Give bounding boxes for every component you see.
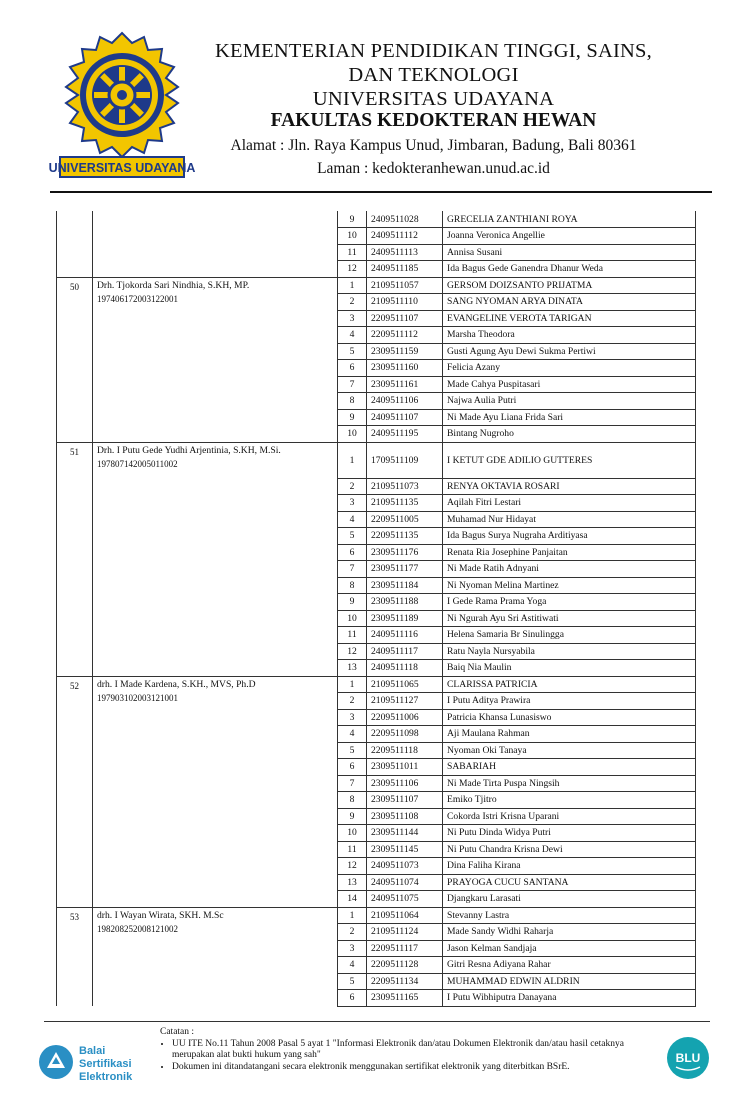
lecturer-name: Drh. I Putu Gede Yudhi Arjentinia, S.KH, M.Si. [97,444,281,456]
student-nim: 2209511117 [367,940,443,957]
student-name: Ni Ngurah Ayu Sri Astitiwati [443,610,696,627]
student-name: RENYA OKTAVIA ROSARI [443,478,696,495]
website: Laman : kedokteranhewan.unud.ac.id [317,160,550,177]
student-number: 9 [338,808,367,825]
student-name: GERSOM DOIZSANTO PRIJATMA [443,277,696,294]
student-name: EVANGELINE VEROTA TARIGAN [443,310,696,327]
group-number: 50 [57,277,93,442]
student-number: 3 [338,310,367,327]
student-nim: 2309511160 [367,360,443,377]
student-nim: 2309511188 [367,594,443,611]
student-name: Bintang Nugroho [443,426,696,443]
student-nim: 2409511195 [367,426,443,443]
student-name: PRAYOGA CUCU SANTANA [443,874,696,891]
table-row [57,676,696,693]
student-nim: 2109511073 [367,478,443,495]
student-nim: 2409511185 [367,261,443,278]
student-nim: 2309511165 [367,990,443,1007]
student-name: Patricia Khansa Lunasiswo [443,709,696,726]
spacer-cell [303,676,338,907]
student-nim: 2409511117 [367,643,443,660]
student-number: 9 [338,594,367,611]
student-number: 1 [338,907,367,924]
student-name: I Gede Rama Prama Yoga [443,594,696,611]
university-name: UNIVERSITAS UDAYANA [312,88,555,110]
student-number: 2 [338,294,367,311]
student-name: Aji Maulana Rahman [443,726,696,743]
student-number: 10 [338,610,367,627]
lecturer-cell [93,907,303,1006]
student-nim: 2409511107 [367,409,443,426]
student-name: Dina Faliha Kirana [443,858,696,875]
student-number: 12 [338,643,367,660]
student-number: 13 [338,660,367,677]
student-name: Muhamad Nur Hidayat [443,511,696,528]
student-name: Renata Ria Josephine Panjaitan [443,544,696,561]
table-row [57,907,696,924]
student-name: I KETUT GDE ADILIO GUTTERES [443,442,696,478]
group-number: 52 [57,676,93,907]
student-name: Gusti Agung Ayu Dewi Sukma Pertiwi [443,343,696,360]
student-number: 1 [338,277,367,294]
student-nim: 2209511006 [367,709,443,726]
student-nim: 2309511145 [367,841,443,858]
group-number: 51 [57,442,93,676]
student-number: 10 [338,426,367,443]
student-nim: 2409511112 [367,228,443,245]
student-name: Ida Bagus Surya Nugraha Arditiyasa [443,528,696,545]
student-nim: 2309511107 [367,792,443,809]
student-name: Jason Kelman Sandjaja [443,940,696,957]
student-number: 14 [338,891,367,908]
table-row [57,277,696,294]
student-nim: 2309511159 [367,343,443,360]
student-name: Made Sandy Widhi Raharja [443,924,696,941]
spacer-cell [303,277,338,442]
student-nim: 2309511106 [367,775,443,792]
student-number: 12 [338,858,367,875]
student-number: 4 [338,957,367,974]
universitas-udayana-logo [48,33,196,181]
student-nim: 2209511112 [367,327,443,344]
student-name: Felicia Azany [443,360,696,377]
student-number: 9 [338,409,367,426]
student-number: 8 [338,393,367,410]
student-number: 11 [338,244,367,261]
student-number: 7 [338,775,367,792]
student-name: Nyoman Oki Tanaya [443,742,696,759]
student-name: SANG NYOMAN ARYA DINATA [443,294,696,311]
student-number: 5 [338,528,367,545]
student-name: GRECELIA ZANTHIANI ROYA [443,211,696,228]
student-nim: 2409511075 [367,891,443,908]
student-name: Helena Samaria Br Sinulingga [443,627,696,644]
student-number: 5 [338,343,367,360]
catatan-label: Catatan : [160,1027,195,1037]
student-nim: 2109511110 [367,294,443,311]
student-nim: 2409511073 [367,858,443,875]
student-nim: 2109511064 [367,907,443,924]
student-nim: 2309511184 [367,577,443,594]
student-number: 11 [338,627,367,644]
student-number: 6 [338,544,367,561]
lecturer-name: drh. I Made Kardena, S.KH., MVS, Ph.D [97,678,256,690]
student-nim: 2209511118 [367,742,443,759]
student-number: 7 [338,561,367,578]
student-name: Gitri Resna Adiyana Rahar [443,957,696,974]
student-name: Ida Bagus Gede Ganendra Dhanur Weda [443,261,696,278]
student-name: Baiq Nia Maulin [443,660,696,677]
spacer-cell [303,907,338,1006]
student-number: 11 [338,841,367,858]
ministry-line1: KEMENTERIAN PENDIDIKAN TINGGI, SAINS, [215,40,652,62]
student-name: I Putu Wibhiputra Danayana [443,990,696,1007]
student-number: 1 [338,442,367,478]
logo-text: UNIVERSITAS UDAYANA [48,161,196,175]
student-name: Ratu Nayla Nursyabila [443,643,696,660]
header-divider [50,191,712,193]
student-nim: 2409511118 [367,660,443,677]
bsre-line1: Balai [79,1045,106,1057]
student-number: 7 [338,376,367,393]
group-number: 53 [57,907,93,1006]
lecturer-nip: 197406172003122001 [97,293,178,304]
student-nim: 2309511161 [367,376,443,393]
student-nim: 2209511135 [367,528,443,545]
student-number: 3 [338,940,367,957]
student-number: 2 [338,478,367,495]
student-number: 5 [338,742,367,759]
lecturer-cell [93,211,303,277]
ministry-line2: DAN TEKNOLOGI [348,64,519,86]
bsre-logo [36,1040,156,1086]
student-nim: 2309511144 [367,825,443,842]
student-number: 4 [338,327,367,344]
student-number: 4 [338,726,367,743]
table-row [57,211,696,228]
student-nim: 2309511189 [367,610,443,627]
student-number: 4 [338,511,367,528]
student-name: Ni Made Tirta Puspa Ningsih [443,775,696,792]
student-name: Aqilah Fitri Lestari [443,495,696,512]
student-number: 1 [338,676,367,693]
lecturer-nip: 198208252008121002 [97,923,178,934]
supervisor-student-table [56,211,696,1007]
student-nim: 2309511177 [367,561,443,578]
bsre-line3: Elektronik [79,1071,133,1083]
student-name: Made Cahya Puspitasari [443,376,696,393]
footer-notes [160,1027,660,1073]
student-nim: 2209511128 [367,957,443,974]
student-number: 2 [338,693,367,710]
lecturer-nip: 197807142005011002 [97,458,178,469]
student-number: 9 [338,211,367,228]
student-name: Najwa Aulia Putri [443,393,696,410]
lecturer-cell [93,277,303,442]
student-name: Joanna Veronica Angellie [443,228,696,245]
student-number: 8 [338,577,367,594]
footer-note-bsre: • Dokumen ini ditandatangani secara elektronik menggunakan sertifikat elektronik yang diterbitkan BSrE. [172,1062,660,1074]
bsre-line2: Sertifikasi [79,1058,132,1070]
student-nim: 2409511106 [367,393,443,410]
student-nim: 2209511005 [367,511,443,528]
group-number [57,211,93,277]
student-nim: 2109511124 [367,924,443,941]
student-name: MUHAMMAD EDWIN ALDRIN [443,973,696,990]
student-nim: 2209511134 [367,973,443,990]
student-nim: 2409511074 [367,874,443,891]
student-nim: 2309511011 [367,759,443,776]
student-nim: 2409511028 [367,211,443,228]
student-name: Ni Made Ayu Liana Frida Sari [443,409,696,426]
student-number: 6 [338,990,367,1007]
spacer-cell [303,211,338,277]
table-row [57,442,696,478]
student-name: I Putu Aditya Prawira [443,693,696,710]
student-number: 6 [338,759,367,776]
faculty-name: FAKULTAS KEDOKTERAN HEWAN [270,110,597,131]
blu-logo [666,1036,710,1080]
student-nim: 2409511116 [367,627,443,644]
student-nim: 2109511065 [367,676,443,693]
student-nim: 2209511107 [367,310,443,327]
student-name: Ni Putu Chandra Krisna Dewi [443,841,696,858]
student-name: Cokorda Istri Krisna Uparani [443,808,696,825]
student-number: 8 [338,792,367,809]
lecturer-cell [93,442,303,676]
lecturer-nip: 197903102003121001 [97,692,178,703]
student-nim: 2109511135 [367,495,443,512]
student-nim: 2309511108 [367,808,443,825]
student-number: 3 [338,495,367,512]
student-nim: 2309511176 [367,544,443,561]
student-number: 12 [338,261,367,278]
student-name: Emiko Tjitro [443,792,696,809]
student-name: Ni Made Ratih Adnyani [443,561,696,578]
student-nim: 2109511127 [367,693,443,710]
student-name: Annisa Susani [443,244,696,261]
address: Alamat : Jln. Raya Kampus Unud, Jimbaran, Badung, Bali 80361 [230,137,637,154]
student-number: 2 [338,924,367,941]
student-number: 3 [338,709,367,726]
student-name: Djangkaru Larasati [443,891,696,908]
lecturer-cell [93,676,303,907]
blu-text: BLU [675,1051,701,1065]
student-number: 10 [338,825,367,842]
student-nim: 2209511098 [367,726,443,743]
student-nim: 2109511057 [367,277,443,294]
student-number: 10 [338,228,367,245]
student-nim: 2409511113 [367,244,443,261]
lecturer-nip [97,213,299,216]
student-name: Ni Putu Dinda Widya Putri [443,825,696,842]
student-number: 5 [338,973,367,990]
student-number: 13 [338,874,367,891]
student-name: CLARISSA PATRICIA [443,676,696,693]
lecturer-name: Drh. Tjokorda Sari Nindhia, S.KH, MP. [97,279,250,291]
student-name: Ni Nyoman Melina Martinez [443,577,696,594]
student-name: Stevanny Lastra [443,907,696,924]
spacer-cell [303,442,338,676]
footer-note-ite: • UU ITE No.11 Tahun 2008 Pasal 5 ayat 1 "Informasi Elektronik dan/atau Dokumen Elektronik dan/atau hasil cetaknya merupakan alat bukti hukum yang sah" [172,1039,660,1062]
student-name: Marsha Theodora [443,327,696,344]
footer-divider [44,1021,710,1022]
student-name: SABARIAH [443,759,696,776]
lecturer-name: drh. I Wayan Wirata, SKH. M.Sc [97,909,224,921]
student-nim: 1709511109 [367,442,443,478]
student-number: 6 [338,360,367,377]
